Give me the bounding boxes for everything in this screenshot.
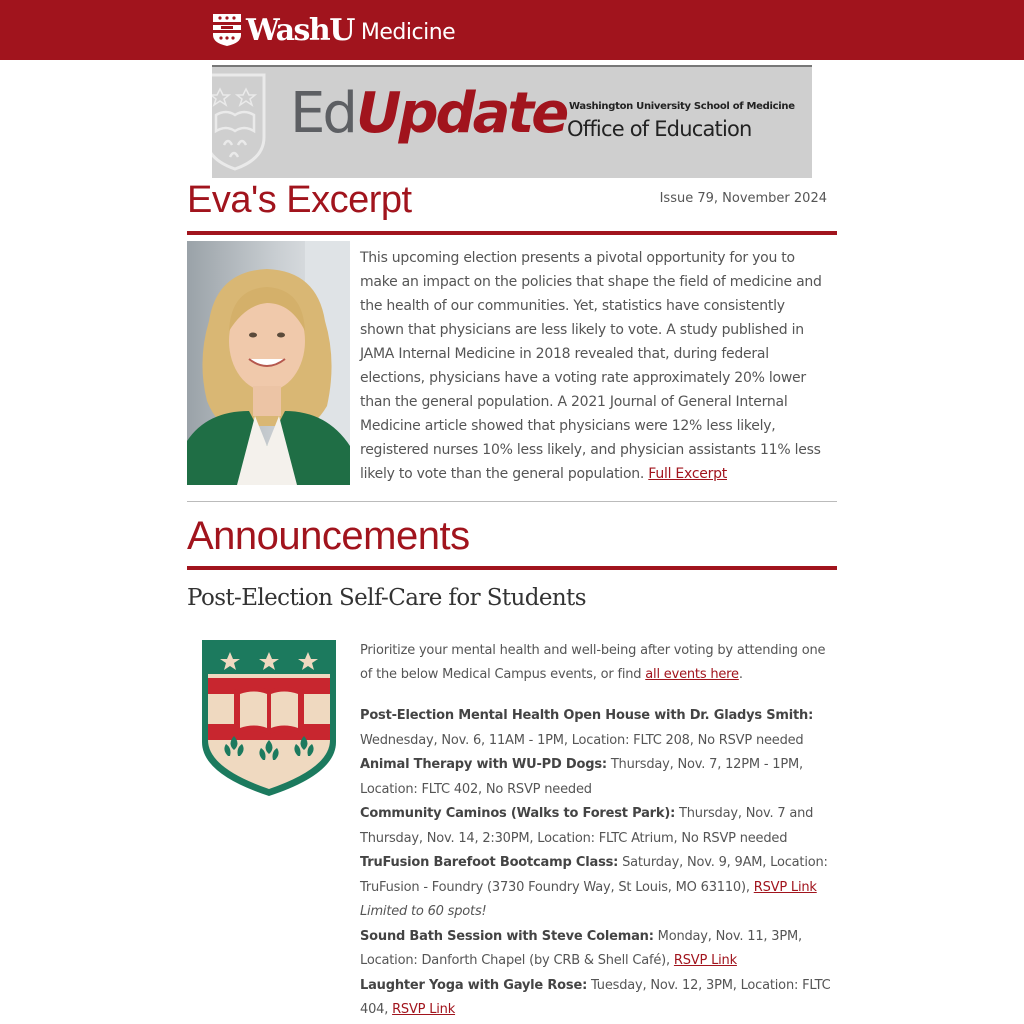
banner-shield-watermark-icon: [212, 71, 266, 171]
event-note: Limited to 60 spots!: [360, 904, 487, 919]
event-details: Monday, Nov. 11, 3PM, Location: Danforth Chapel (by CRB & Shell Café),: [360, 928, 802, 968]
rsvp-link[interactable]: RSVP Link: [753, 879, 817, 895]
edupdate-banner: [212, 65, 812, 178]
event-item: [360, 704, 832, 753]
issue-label: Issue 79, November 2024: [659, 191, 827, 206]
event-details: Thursday, Nov. 7 and Thursday, Nov. 14, 2:30PM, Location: FLTC Atrium, No RSVP needed: [360, 806, 814, 846]
intro-end: .: [738, 667, 743, 682]
announcements-title: Announcements: [187, 514, 470, 558]
event-details: Wednesday, Nov. 6, 11AM - 1PM, Location: FLTC 208, No RSVP needed: [360, 732, 804, 748]
rsvp-link[interactable]: RSVP Link: [673, 953, 737, 968]
event-item: [360, 925, 832, 974]
all-events-link[interactable]: all events here: [645, 667, 739, 682]
event-details: Saturday, Nov. 9, 9AM, Location: TruFusion - Foundry (3730 Foundry Way, St Louis, MO 63110),: [360, 855, 828, 895]
event-item: [360, 753, 832, 802]
event-title: TruFusion Barefoot Bootcamp Class:: [360, 855, 619, 870]
event-item: [360, 802, 832, 851]
events-list: [360, 704, 832, 1023]
event-item: [360, 974, 832, 1023]
event-details: Tuesday, Nov. 12, 3PM, Location: FLTC 404,: [360, 977, 831, 1017]
brand-medicine-text: Medicine: [360, 19, 456, 45]
intro-text: Prioritize your mental health and well-being after voting by attending one of the below Medical Campus events, or find: [360, 643, 826, 682]
washu-shield-icon: [212, 13, 242, 47]
portrait-image-icon: [187, 241, 350, 485]
full-excerpt-link[interactable]: Full Excerpt: [648, 466, 728, 482]
section-separator: [187, 501, 837, 502]
banner-update-text: Update: [356, 81, 567, 146]
washu-medicine-logo[interactable]: [212, 13, 455, 47]
banner-school-text: Washington University School of Medicine: [569, 101, 795, 112]
announcements-divider: [187, 566, 837, 570]
top-brand-bar: [0, 0, 1024, 60]
washu-shield-logo-icon: [200, 638, 338, 798]
event-details: Thursday, Nov. 7, 12PM - 1PM, Location: FLTC 402, No RSVP needed: [360, 757, 803, 797]
event-title: Animal Therapy with WU-PD Dogs:: [360, 757, 607, 772]
brand-washu-text: WashU: [246, 12, 354, 48]
excerpt-body: [360, 246, 832, 486]
event-title: Community Caminos (Walks to Forest Park):: [360, 806, 676, 821]
author-portrait: [187, 241, 350, 485]
announcement-intro: [360, 639, 832, 687]
banner-ed-text: Ed: [290, 81, 355, 146]
excerpt-divider: [187, 231, 837, 235]
banner-office-text: Office of Education: [567, 117, 752, 141]
event-title: Sound Bath Session with Steve Coleman:: [360, 928, 654, 944]
excerpt-text: This upcoming election presents a pivotal opportunity for you to make an impact on the policies that shape the field of medicine and the health of our communities. Yet, statistics have consistently shown that physicians are less likely to vote. A study published in JAMA Internal Medicine in 2018 revealed that, during federal elections, physicians have a voting rate approximately 20% lower than the general population. A 2021 Journal of General Internal Medicine article showed that physicians were 12% less likely, registered nurses 10% less likely, and physician assistants 11% less likely to vote than the general population.: [360, 250, 822, 482]
event-item: [360, 851, 832, 925]
announcement-subheading: Post-Election Self-Care for Students: [187, 585, 586, 611]
event-title: Post-Election Mental Health Open House with Dr. Gladys Smith:: [360, 708, 814, 723]
event-title: Laughter Yoga with Gayle Rose:: [360, 977, 588, 993]
rsvp-link[interactable]: RSVP Link: [392, 1002, 456, 1017]
excerpt-title: Eva's Excerpt: [187, 179, 412, 221]
